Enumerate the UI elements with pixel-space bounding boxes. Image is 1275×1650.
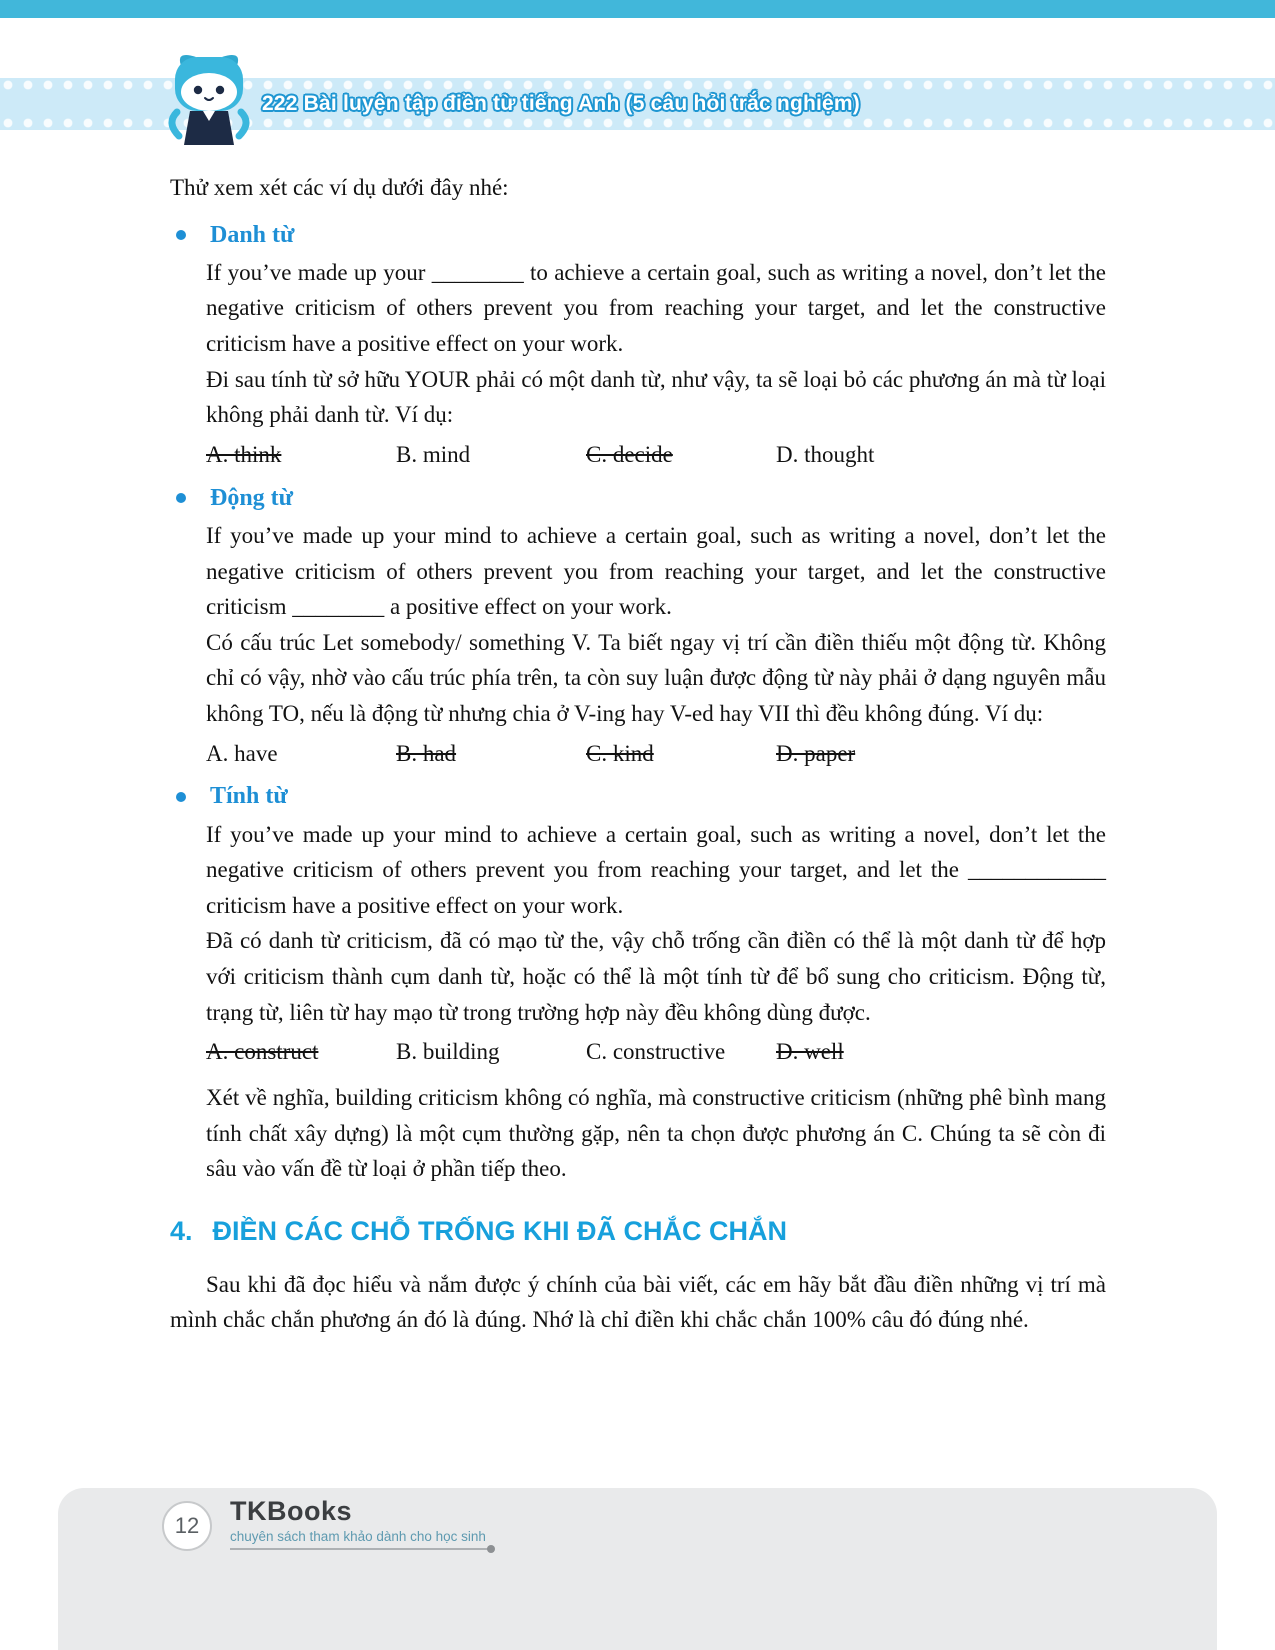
bullet-icon (176, 493, 186, 503)
intro-text: Thử xem xét các ví dụ dưới đây nhé: (170, 175, 509, 200)
bullet-icon (176, 230, 186, 240)
section4-body: Sau khi đã đọc hiểu và nắm được ý chính của bài viết, các em hãy bắt đầu điền những vị trí mà mình chắc chắn phương án đó là đúng. Nhớ là chỉ điền khi chắc chắn 100% câu đó đúng nhé. (170, 1271, 1106, 1333)
option-b: B. building (396, 1039, 500, 1065)
answer-options-row (206, 437, 1106, 473)
section4-number: 4. (170, 1215, 193, 1246)
section-adjective-header (170, 781, 1106, 812)
option-b: B. had (396, 740, 457, 766)
tagline-rule (230, 1548, 492, 1550)
example-paragraph: If you’ve made up your ________ to achieve a certain goal, such as writing a novel, don’t let the negative criticism of others prevent you from reaching your target, and let the constructive criticism have a positive effect on your work. (206, 259, 1106, 357)
footer-band (58, 1488, 1217, 1650)
tagline-dot (487, 1545, 495, 1553)
option-d: D. thought (776, 442, 875, 468)
section4-heading-row (170, 1211, 1106, 1253)
answer-options-row (206, 736, 1106, 772)
section-noun (170, 220, 1106, 473)
analysis-paragraph: Đã có danh từ criticism, đã có mạo từ the, vậy chỗ trống cần điền có thể là một danh từ để hợp với criticism thành cụm danh từ, hoặc có thể là một tính từ để bổ sung cho criticism. Động từ, trạng từ, liên từ hay mạo từ trong trường hợp này đều không dùng được. (206, 928, 1106, 1025)
section-noun-body (206, 255, 1106, 473)
option-b: B. mind (396, 442, 471, 468)
section-title: Động từ (210, 484, 294, 511)
option-c: C. kind (586, 740, 654, 766)
option-c: C. constructive (586, 1039, 726, 1065)
example-paragraph: If you’ve made up your mind to achieve a certain goal, such as writing a novel, don’t let the negative criticism of others prevent you from reaching your target, and let the ____________ criticism have a positive effect on your work. (206, 821, 1106, 918)
book-title: 222 Bài luyện tập điền từ tiếng Anh (5 câu hỏi trắc nghiệm) (262, 92, 860, 115)
publisher-block (230, 1496, 492, 1550)
section-adjective (170, 781, 1106, 1187)
page-number-badge (162, 1501, 212, 1551)
section4-heading: ĐIỀN CÁC CHỖ TRỐNG KHI ĐÃ CHẮC CHẮN (212, 1215, 788, 1246)
option-c: C. decide (586, 442, 673, 468)
bullet-icon (176, 792, 186, 802)
section-adjective-body (206, 817, 1106, 1187)
section-verb (170, 483, 1106, 772)
page-number: 12 (174, 1513, 200, 1538)
analysis-paragraph: Đi sau tính từ sở hữu YOUR phải có một danh từ, như vậy, ta sẽ loại bỏ các phương án mà từ loại không phải danh từ. Ví dụ: (206, 366, 1106, 428)
option-d: D. well (776, 1039, 844, 1065)
answer-options-row (206, 1034, 1106, 1070)
analysis-paragraph: Có cấu trúc Let somebody/ something V. Ta biết ngay vị trí cần điền thiếu một động từ. Không chỉ có vậy, nhờ vào cấu trúc phía trên, ta còn suy luận được động từ này phải ở dạng nguyên mẫu không TO, nếu là động từ nhưng chia ở V-ing hay V-ed hay VII thì đều không đúng. Ví dụ: (206, 629, 1106, 727)
publisher-tagline: chuyên sách tham khảo dành cho học sinh (230, 1529, 486, 1544)
example-paragraph: If you’ve made up your mind to achieve a certain goal, such as writing a novel, don’t let the negative criticism of others prevent you from reaching your target, and let the constructive criticism ________ a positive effect on your work. (206, 522, 1106, 620)
option-d: D. paper (776, 740, 856, 766)
top-accent-strip (0, 0, 1275, 18)
conclusion-paragraph: Xét về nghĩa, building criticism không có nghĩa, mà constructive criticism (những phê bình mang tính chất xây dựng) là một cụm thường gặp, nên ta chọn được phương án C. Chúng ta sẽ còn đi sâu vào vấn đề từ loại ở phần tiếp theo. (206, 1085, 1106, 1182)
section-verb-header (170, 483, 1106, 514)
option-a: A. think (206, 442, 282, 468)
option-a: A. have (206, 740, 278, 766)
section-title: Tính từ (210, 783, 288, 810)
section-title: Danh từ (210, 221, 295, 248)
section-verb-body (206, 518, 1106, 771)
owl-mascot-icon (166, 48, 252, 148)
page-content (170, 170, 1106, 1338)
option-a: A. construct (206, 1039, 319, 1065)
section-noun-header (170, 220, 1106, 251)
publisher-logo: TKBooks (230, 1496, 353, 1526)
